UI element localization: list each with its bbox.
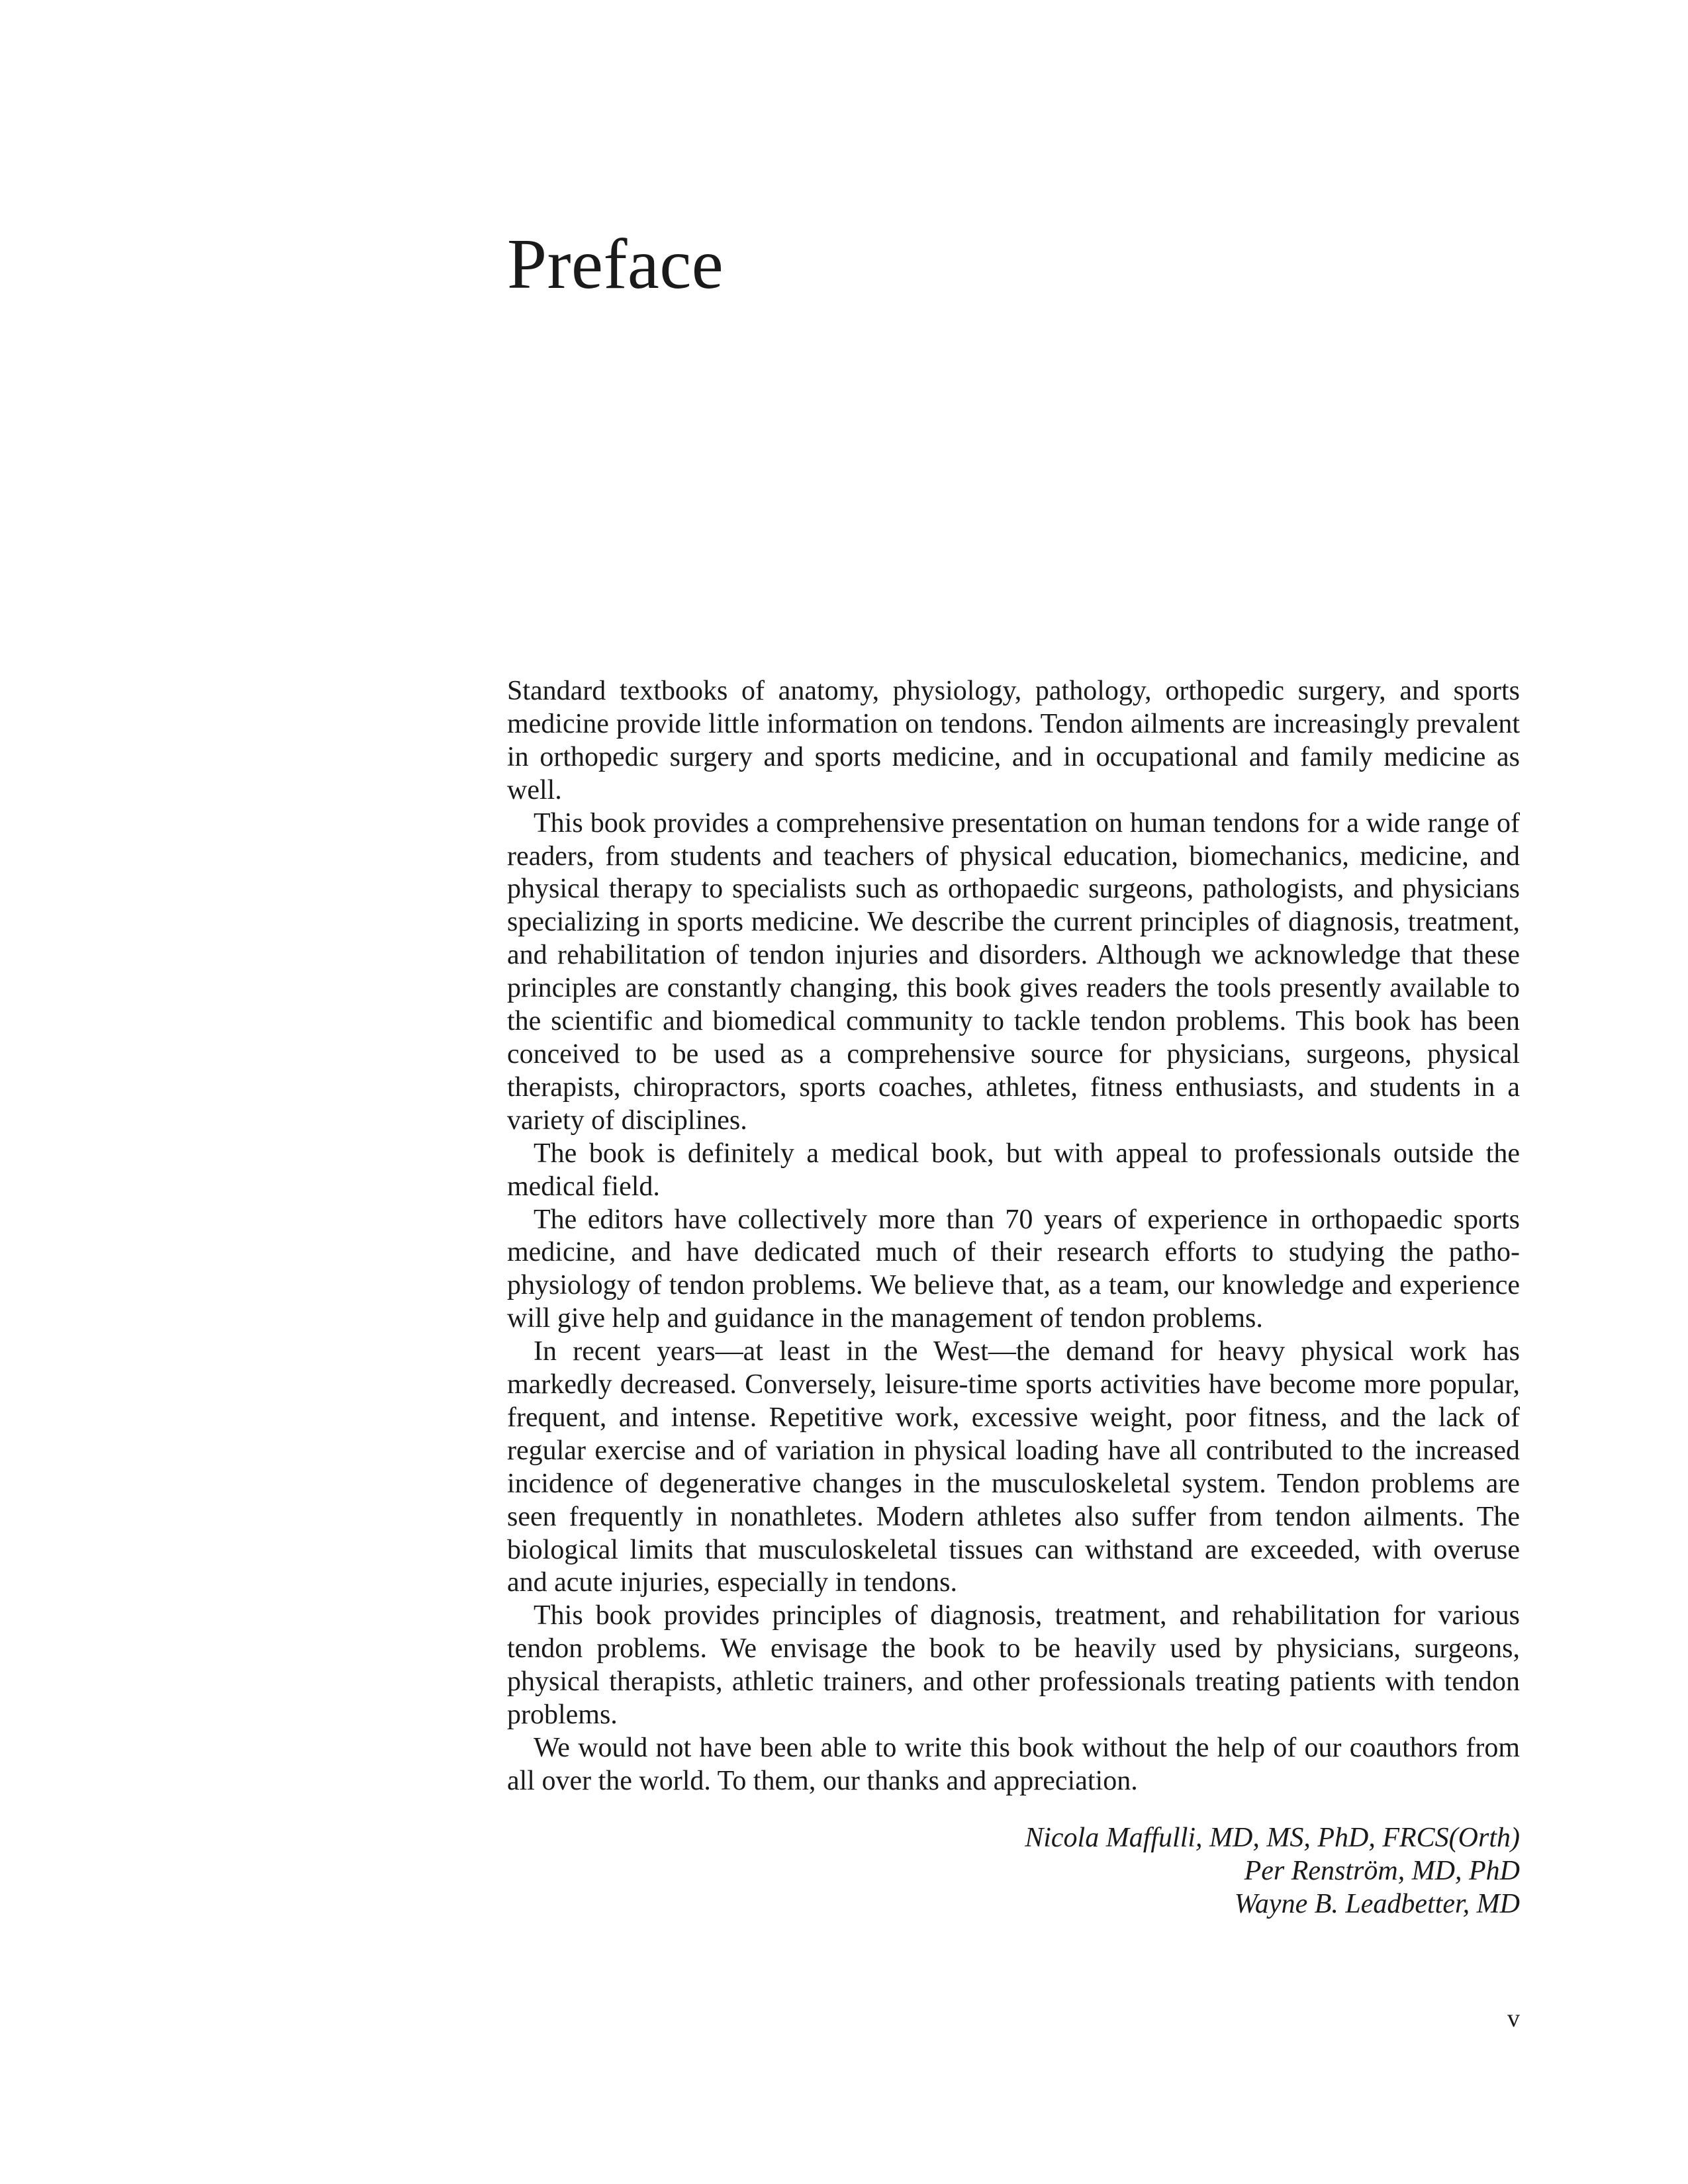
paragraph-3: The book is definitely a medical book, but with appeal to professionals outside the medical field. (507, 1138, 1520, 1202)
page-number: v (1507, 2005, 1520, 2032)
signatory-3: Wayne B. Leadbetter, MD (1234, 1889, 1520, 1919)
paragraph-5: In recent years—at least in the West—the demand for heavy physical work has markedly decreased. Conversely, leisure-time sports activities have become more popular, frequent, and intense. Repetitive work, excessive weight, poor fitness, and the lack of regular exercise and of variation in physical loading have all contributed to the increased incidence of degenerative changes in the musculoskeletal system. Tendon problems are seen frequently in nonathletes. Modern athletes also suffer from tendon ailments. The biological limits that musculoskeletal tissues can withstand are exceeded, with overuse and acute injuries, especially in tendons. (507, 1336, 1520, 1598)
paragraph-2: This book provides a comprehensive presentation on human tendons for a wide range of readers, from students and teachers of physical education, biomechanics, medicine, and physical therapy to specialists such as orthopaedic surgeons, pathologists, and physicians specializing in sports medicine. We describe the current principles of diagnosis, treatment, and rehabilitation of tendon injuries and disorders. Although we acknowledge that these principles are constantly changing, this book gives readers the tools presently available to the scientific and biomedical community to tackle tendon problems. This book has been conceived to be used as a comprehensive source for physicians, surgeons, physical therapists, chiropractors, sports coaches, athletes, fitness enthusiasts, and students in a variety of disciplines. (507, 807, 1520, 1136)
page-title: Preface (507, 225, 724, 304)
preface-body (507, 675, 1520, 1798)
paragraph-1: Standard textbooks of anatomy, physiology, pathology, orthopedic surgery, and sports medicine provide little information on tendons. Tendon ailments are increasingly prevalent in orthopedic surgery and sports medicine, and in occupational and family medicine as well. (507, 676, 1520, 805)
signatory-2: Per Renström, MD, PhD (1244, 1856, 1520, 1886)
signatory-1: Nicola Maffulli, MD, MS, PhD, FRCS(Orth) (1025, 1823, 1520, 1853)
editor-signatures (1025, 1821, 1520, 1921)
paragraph-6: This book provides principles of diagnosis, treatment, and rehabilitation for various tendon problems. We envisage the book to be heavily used by physicians, surgeons, physical therapists, athletic trainers, and other professionals treating patients with tendon problems. (507, 1600, 1520, 1731)
paragraph-4: The editors have collectively more than 70 years of experience in orthopaedic sports medicine, and have dedicated much of their research efforts to studying the pathophysiology of tendon problems. We believe that, as a team, our knowledge and experience will give help and guidance in the management of tendon problems. (507, 1204, 1520, 1334)
paragraph-7: We would not have been able to write this book without the help of our coauthors from all over the world. To them, our thanks and appreciation. (507, 1733, 1520, 1796)
